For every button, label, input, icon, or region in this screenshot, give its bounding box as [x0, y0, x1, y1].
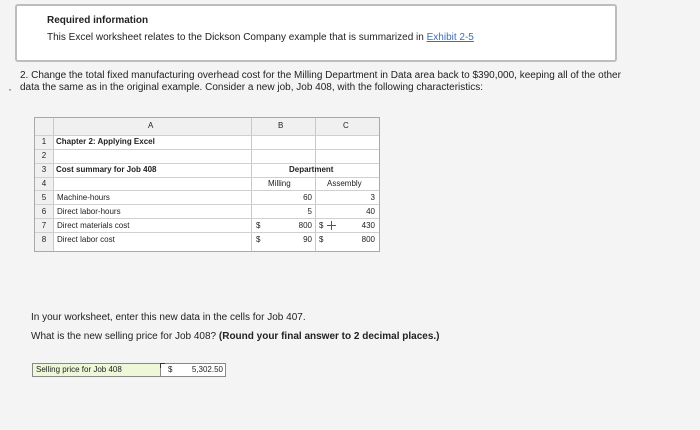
- column-header-b: B: [278, 121, 284, 130]
- milling-header: Milling: [268, 179, 291, 188]
- assembly-value: 40: [366, 207, 375, 216]
- assembly-value: 800: [361, 235, 375, 244]
- question-plain: What is the new selling price for Job 408?: [31, 331, 219, 342]
- row-label: Machine-hours: [57, 193, 110, 202]
- answer-value: 5,302.50: [191, 365, 223, 374]
- milling-value: 90: [303, 235, 312, 244]
- required-info-body: This Excel worksheet relates to the Dickson Company example that is summarized in: [47, 32, 427, 43]
- currency-symbol: $: [256, 235, 261, 244]
- row-label: Direct labor-hours: [57, 207, 121, 216]
- row-number: 5: [41, 193, 47, 202]
- row-number: 1: [41, 137, 47, 146]
- row-number: 2: [41, 151, 47, 160]
- assembly-value: 3: [370, 193, 375, 202]
- instruction-enter-data: In your worksheet, enter this new data in the cells for Job 407.: [31, 312, 306, 323]
- sheet-title-cell: Chapter 2: Applying Excel: [56, 137, 155, 146]
- assembly-value: 430: [361, 221, 375, 230]
- required-info-text: [47, 32, 474, 43]
- rounding-note: (Round your final answer to 2 decimal places.): [218, 331, 440, 342]
- row-label: Direct materials cost: [57, 221, 130, 230]
- department-header: Department: [289, 165, 334, 174]
- row-number: 6: [41, 207, 47, 216]
- answer-label: Selling price for Job 408: [32, 363, 161, 377]
- currency-symbol: $: [319, 221, 324, 230]
- currency-symbol: $: [319, 235, 324, 244]
- row-number: 3: [41, 165, 47, 174]
- selling-price-input[interactable]: [160, 363, 226, 377]
- move-cursor-icon: [327, 221, 336, 230]
- assembly-header: Assembly: [327, 179, 362, 188]
- question-text: 2. Change the total fixed manufacturing overhead cost for the Milling Department in Data area back to $390,000, keeping all of the other data the same as in the original example. Consider a new job, Job 408, with the following characteristics:: [20, 70, 621, 93]
- row-label: Direct labor cost: [57, 235, 115, 244]
- required-info-box: [15, 4, 617, 62]
- milling-value: 800: [298, 221, 312, 230]
- milling-value: 5: [307, 207, 312, 216]
- currency-symbol: $: [168, 365, 173, 374]
- spreadsheet-image: [34, 117, 380, 252]
- column-header-bar: [35, 118, 379, 135]
- column-header-c: C: [343, 121, 349, 130]
- currency-symbol: $: [256, 221, 261, 230]
- answer-corner-mark: [160, 363, 165, 368]
- row-number: 7: [41, 221, 47, 230]
- milling-value: 60: [303, 193, 312, 202]
- column-header-a: A: [148, 121, 154, 130]
- exhibit-link[interactable]: Exhibit 2-5: [426, 32, 474, 43]
- row-number: 8: [41, 235, 47, 244]
- bullet-dot: ·: [8, 82, 12, 96]
- required-info-title: Required information: [47, 15, 149, 26]
- row-number: 4: [41, 179, 47, 188]
- instruction-question: [31, 331, 440, 342]
- cost-summary-cell: Cost summary for Job 408: [56, 165, 157, 174]
